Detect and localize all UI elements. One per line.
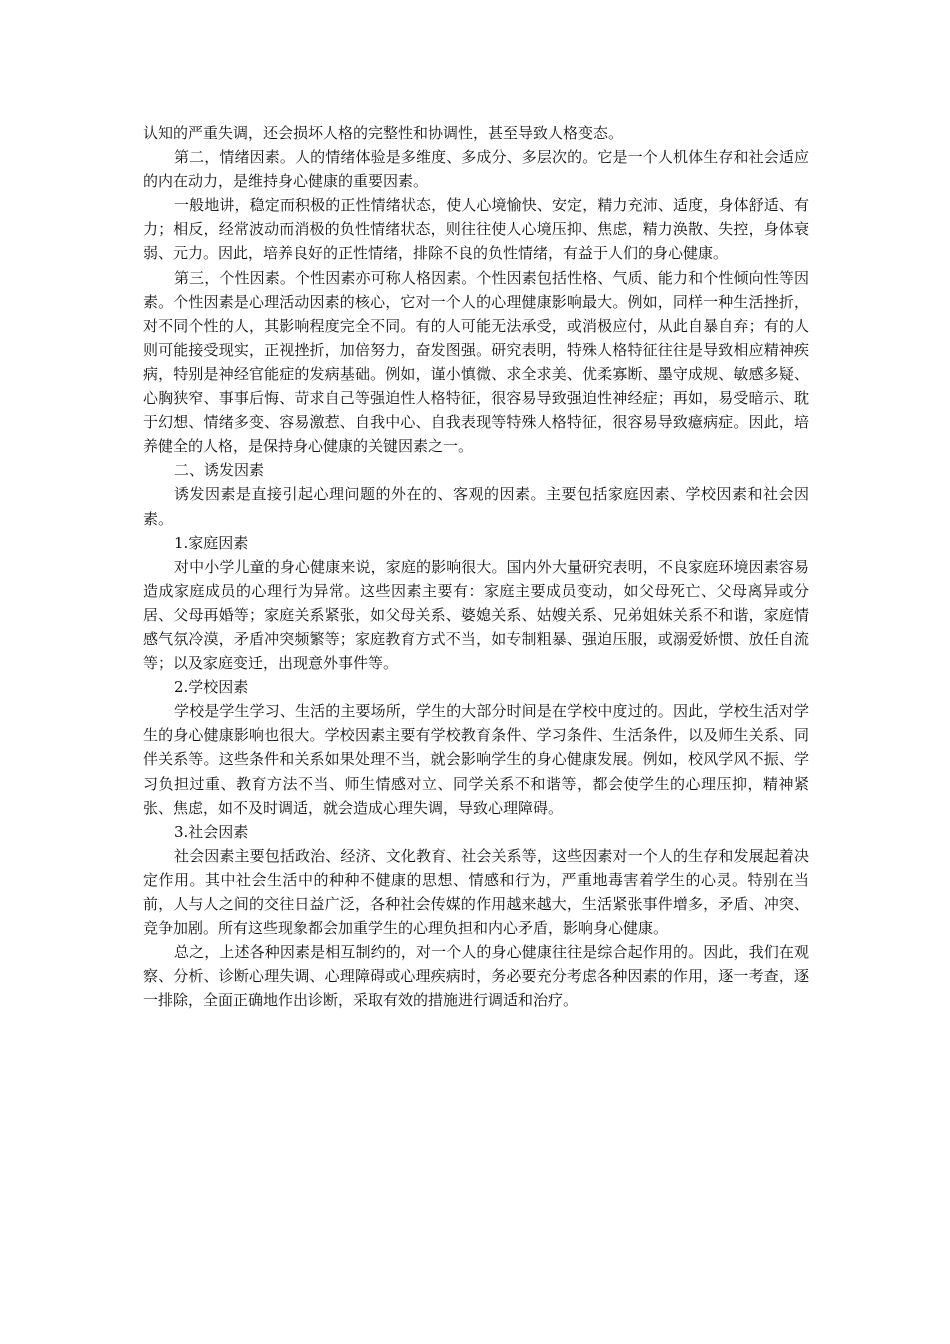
paragraph-emotion-states: 一般地讲，稳定而积极的正性情绪状态，使人心境愉快、安定，精力充沛、适度，身体舒适、有力；相反，经常波动而消极的负性情绪状态，则往往使人心境压抑、焦虑，精力涣散、失控，身体衰弱、元力。因此，培养良好的正性情绪，排除不良的负性情绪，有益于人们的身心健康。 <box>143 196 809 263</box>
section-heading-triggers: 二、诱发因素 <box>174 461 265 480</box>
paragraph-school-factor: 学校是学生学习、生活的主要场所，学生的大部分时间是在学校中度过的。因此，学校生活对学生的身心健康影响也很大。学校因素主要有学校教育条件、学习条件、生活条件，以及师生关系、同伴关系等。这些条件和关系如果处理不当，就会影响学生的身心健康发展。例如，校风学风不振、学习负担过重、教育方法不当、师生情感对立、同学关系不和谐等，都会使学生的心理压抑，精神紧张、焦虑，如不及时调适，就会造成心理失调，导致心理障碍。 <box>143 702 809 817</box>
subheading-school: 2.学校因素 <box>174 678 249 697</box>
subheading-family: 1.家庭因素 <box>174 533 249 552</box>
paragraph-triggers-intro: 诱发因素是直接引起心理问题的外在的、客观的因素。主要包括家庭因素、学校因素和社会因素。 <box>143 485 809 528</box>
paragraph-conclusion: 总之，上述各种因素是相互制约的，对一个人的身心健康往往是综合起作用的。因此，我们在观察、分析、诊断心理失调、心理障碍或心理疾病时，务必要充分考虑各种因素的作用，逐一考查，逐一排除，全面正确地作出诊断，采取有效的措施进行调适和治疗。 <box>143 943 809 1010</box>
paragraph-emotion-factor: 第二，情绪因素。人的情绪体验是多维度、多成分、多层次的。它是一个人机体生存和社会适应的内在动力，是维持身心健康的重要因素。 <box>143 148 809 191</box>
subheading-society: 3.社会因素 <box>174 822 249 841</box>
paragraph-family-factor: 对中小学儿童的身心健康来说，家庭的影响很大。国内外大量研究表明，不良家庭环境因素容易造成家庭成员的心理行为异常。这些因素主要有：家庭主要成员变动，如父母死亡、父母离异或分居、父母再婚等；家庭关系紧张，如父母关系、婆媳关系、姑嫂关系、兄弟姐妹关系不和谐，家庭情感气氛冷漠，矛盾冲突频繁等；家庭教育方式不当，如专制粗暴、强迫压服，或溺爱娇惯、放任自流等；以及家庭变迁，出现意外事件等。 <box>143 557 809 673</box>
paragraph-personality-factor: 第三，个性因素。个性因素亦可称人格因素。个性因素包括性格、气质、能力和个性倾向性等因素。个性因素是心理活动因素的核心，它对一个人的心理健康影响最大。例如，同样一种生活挫折，对不同个性的人，其影响程度完全不同。有的人可能无法承受，或消极应付，从此自暴自弃；有的人则可能接受现实，正视挫折，加倍努力，奋发图强。研究表明，特殊人格特征往往是导致相应精神疾病，特别是神经官能症的发病基础。例如，谨小慎微、求全求美、优柔寡断、墨守成规、敏感多疑、心胸狭窄、事事后悔、苛求自己等强迫性人格特征，很容易导致强迫性神经症；再如，易受暗示、耽于幻想、情绪多变、容易激惹、自我中心、自我表现等特殊人格特征，很容易导致癔病症。因此，培养健全的人格，是保持身心健康的关键因素之一。 <box>143 268 809 456</box>
paragraph-society-factor: 社会因素主要包括政治、经济、文化教育、社会关系等，这些因素对一个人的生存和发展起着决定作用。其中社会生活中的种种不健康的思想、情感和行为，严重地毒害着学生的心灵。特别在当前，人与人之间的交往日益广泛，各种社会传媒的作用越来越大，生活紧张事件增多，矛盾、冲突、竞争加剧。所有这些现象都会加重学生的心理负担和内心矛盾，影响身心健康。 <box>143 846 809 938</box>
paragraph-continuation: 认知的严重失调，还会损坏人格的完整性和协调性，甚至导致人格变态。 <box>143 124 624 142</box>
document-body <box>143 121 809 1012</box>
